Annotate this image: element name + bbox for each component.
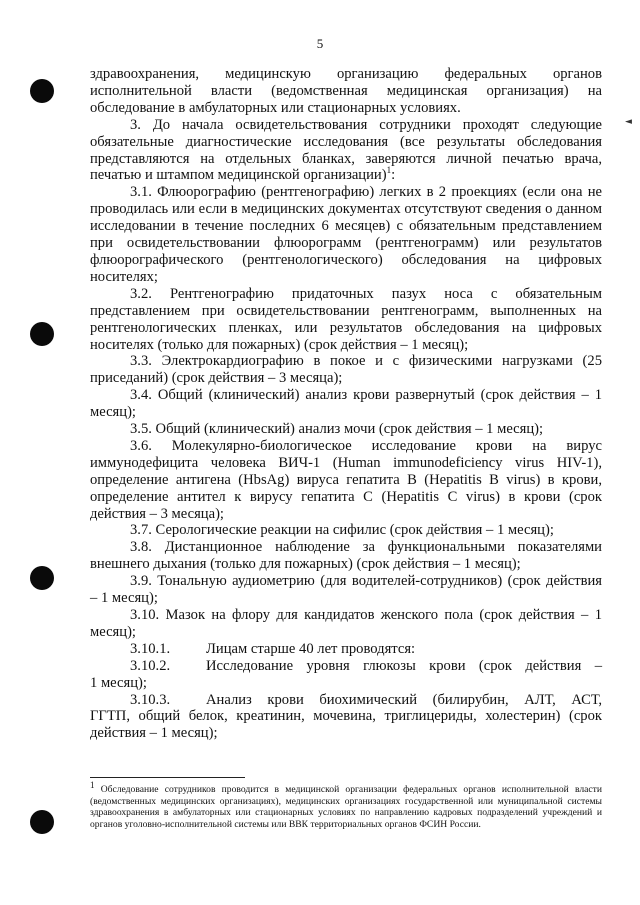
sub-item-text: Лицам старше 40 лет проводятся: — [206, 640, 416, 657]
binder-hole — [30, 810, 54, 834]
sub-item-number: 3.10.2. — [130, 657, 171, 674]
paragraph-3-1: 3.1. Флюорографию (рентгенографию) легких в 2 проекциях (если она не проводилась или если в медицинских документах отсутствуют сведения о данном исследовании в течение последних 6 месяцев) с обязательным представлением при освидетельствовании флюорограмм (рентгенограмм) или результатов флюорографического (рентгенологического) обследования на цифровых носителях; — [90, 184, 602, 285]
binder-hole — [30, 566, 54, 590]
paragraph-3-10: 3.10. Мазок на флору для кандидатов женского пола (срок действия – 1 месяц); — [90, 607, 602, 640]
footnote — [90, 779, 603, 830]
sub-item-text: Исследование уровня глюкозы крови (срок действия – — [206, 657, 602, 674]
paragraph-3-9: 3.9. Тональную аудиометрию (для водителей-сотрудников) (срок действия – 1 месяц); — [90, 573, 602, 607]
paragraph-3-8: 3.8. Дистанционное наблюдение за функциональными показателями внешнего дыхания (только для пожарных) (срок действия – 1 месяц); — [90, 539, 602, 573]
footnote-marker: 1 — [90, 779, 95, 790]
footnote-divider — [90, 777, 245, 778]
sub-item-continuation: ГГТП, общий белок, креатинин, мочевина, триглицериды, холестерин) (срок действия – 1 месяц); — [90, 708, 602, 742]
binder-hole — [30, 322, 54, 346]
binder-hole — [30, 79, 54, 103]
sub-item-number: 3.10.1. — [130, 640, 171, 657]
paragraph-3: 3. До начала освидетельствования сотрудники проходят следующие обязательные диагностические исследования (все результаты обследования представляются на отдельных бланках, заверяются личной печатью врача, печатью и штампом медицинской организации)$^1$: — [90, 116, 602, 184]
paragraph-text: 3. До начала освидетельствования сотрудники проходят следующие обязательные диагностические исследования (все результаты обследования представляются на отдельных бланках, заверяются личной печатью врача, печатью и штампом медицинской организации) — [90, 116, 602, 184]
page-number: 5 — [316, 36, 324, 51]
footnote-text: Обследование сотрудников проводится в медицинской организации федеральных органов исполнительной власти (ведомственных медицинских организациях), медицинских организациях государственной или муниципальной системы здравоохранения в амбулаторных или стационарных условиях по направлению кадровых подразделений учреждений и органов уголовно-исполнительной системы или ВВК территориальных органов ФСИН России. — [90, 784, 603, 830]
sub-item-3-10-1 — [90, 641, 602, 658]
paragraph-3-3: 3.3. Электрокардиографию в покое и с физическими нагрузками (25 приседаний) (срок действия – 3 месяца); — [90, 353, 602, 387]
paragraph-3-4: 3.4. Общий (клинический) анализ крови развернутый (срок действия – 1 месяц); — [90, 387, 602, 421]
document-body — [90, 66, 602, 742]
paragraph-3-7: 3.7. Серологические реакции на сифилис (срок действия – 1 месяц); — [130, 522, 554, 539]
paragraph-continuation: здравоохранения, медицинскую организацию федеральных органов исполнительной власти (ведомственная медицинская организация) на обследование в амбулаторных или стационарных условиях. — [90, 66, 602, 116]
footnote-reference: 1 — [386, 165, 392, 176]
sub-item-3-10-2 — [90, 658, 602, 675]
margin-mark: ◄ — [625, 117, 632, 127]
paragraph-3-6: 3.6. Молекулярно-биологическое исследование крови на вирус иммунодефицита человека ВИЧ-1 (Human immunodeficiency virus HIV-1), определение антигена (HbsAg) вируса гепатита B (Hepatitis B virus) в крови, определение антител к вирусу гепатита C (Hepatitis C virus) в крови (срок действия – 3 месяца); — [90, 437, 602, 522]
sub-item-continuation: 1 месяц); — [90, 674, 147, 691]
sub-item-text: Анализ крови биохимический (билирубин, АЛТ, АСТ, — [206, 691, 602, 708]
sub-item-3-10-3 — [90, 692, 602, 709]
paragraph-3-2: 3.2. Рентгенографию придаточных пазух носа с обязательным представлением при освидетельствовании рентгенограмм, выполненных на рентгенологических пленках, или результатов обследования на цифровых носителях (только для пожарных) (срок действия – 1 месяц); — [90, 285, 602, 353]
sub-item-number: 3.10.3. — [130, 691, 171, 708]
paragraph-3-5: 3.5. Общий (клинический) анализ мочи (срок действия – 1 месяц); — [130, 421, 544, 438]
